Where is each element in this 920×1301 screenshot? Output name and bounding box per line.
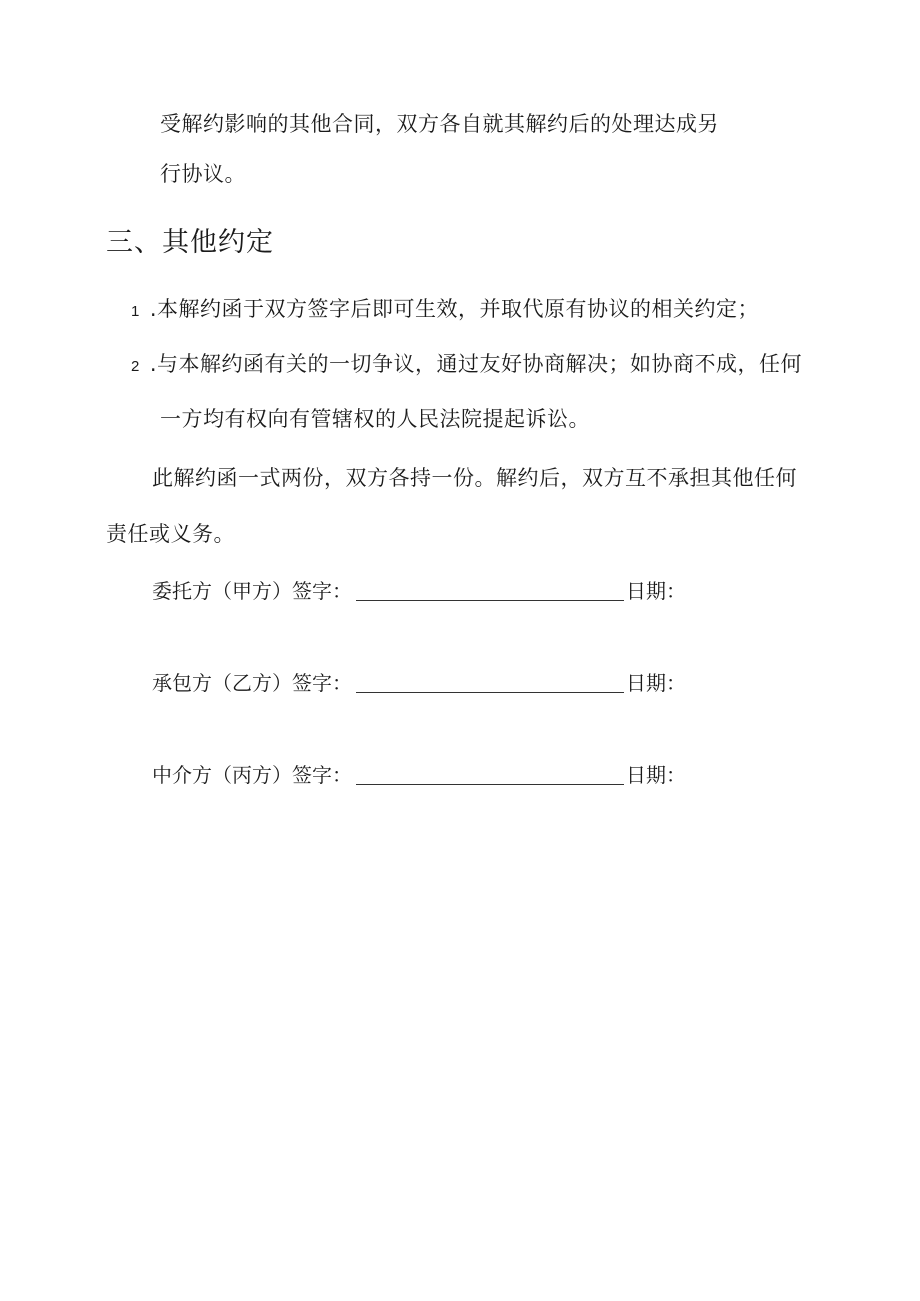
signature-field[interactable]	[356, 578, 624, 601]
signature-party-label: 中介方（丙方）签字：	[152, 763, 352, 787]
signature-date-label: 日期：	[626, 671, 686, 695]
signature-field[interactable]	[356, 670, 624, 693]
signature-field[interactable]	[356, 762, 624, 785]
closing-line-1: 此解约函一式两份，双方各持一份。解约后，双方互不承担其他任何	[152, 466, 797, 490]
closing-line-2: 责任或义务。	[106, 522, 235, 546]
signature-date-label: 日期：	[626, 763, 686, 787]
section-heading: 三、其他约定	[106, 227, 274, 258]
list-item-text: .本解约函于双方签字后即可生效，并取代原有协议的相关约定；	[149, 297, 760, 321]
continuation-line-1: 受解约影响的其他合同，双方各自就其解约后的处理达成另	[160, 112, 719, 136]
list-item-number: 1	[131, 303, 140, 320]
list-item-text: .与本解约函有关的一切争议，通过友好协商解决；如协商不成，任何	[149, 352, 803, 376]
signature-row-party-c	[152, 761, 686, 789]
list-item-number: 2	[131, 358, 140, 375]
list-item-1	[131, 295, 759, 326]
signature-date-label: 日期：	[626, 579, 686, 603]
list-item-2-continuation: 一方均有权向有管辖权的人民法院提起诉讼。	[160, 407, 590, 431]
signature-party-label: 承包方（乙方）签字：	[152, 671, 352, 695]
signature-row-party-a	[152, 577, 686, 605]
continuation-line-2: 行协议。	[160, 162, 246, 186]
list-item-2	[131, 350, 802, 381]
signature-row-party-b	[152, 669, 686, 697]
signature-party-label: 委托方（甲方）签字：	[152, 579, 352, 603]
